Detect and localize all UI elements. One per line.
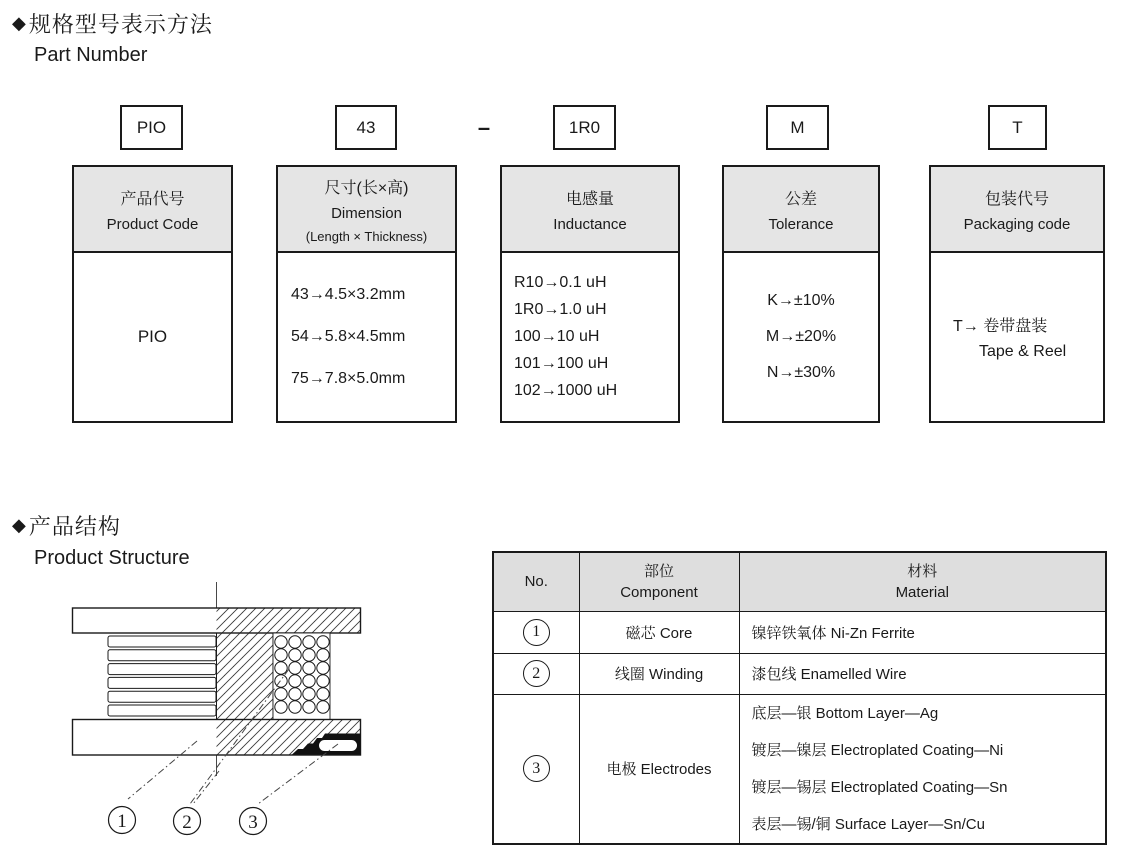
body-line: 43→4.5×3.2mm [291,286,406,303]
material-line: 底层—银 Bottom Layer—Ag [751,704,939,722]
row-material-cell: 漆包线 Enamelled Wire [739,653,1106,694]
winding-side-view [108,636,216,716]
header-zh: 包装代号 [984,190,1049,208]
column-tolerance [722,165,880,423]
structure-table [492,551,1107,845]
svg-text:2: 2 [182,812,192,833]
body-line: N→±30% [766,364,836,381]
body-line: 100→10 uH [514,328,600,345]
header-zh: 产品代号 [120,190,185,208]
column-product-code-header [72,165,233,253]
header-en: Product Code [106,215,199,233]
column-tolerance-body [722,253,880,423]
column-packaging-header [929,165,1105,253]
structure-title-zh-text: 产品结构 [28,514,121,539]
svg-text:1: 1 [117,811,127,832]
diagram-label-1 [109,807,136,834]
code-box-product: PIO [120,105,183,150]
body-line: K→±10% [767,292,835,309]
header-zh: 电感量 [565,190,614,208]
code-box-packaging: T [988,105,1047,150]
code-separator-dash: – [477,114,491,140]
body-line: Tape & Reel [979,343,1067,360]
diagram-label-2 [174,808,201,835]
header-no-label: No. [524,573,548,591]
column-dimension-body [276,253,457,423]
table-row [493,611,1106,653]
material-lines [752,695,1106,843]
body-line: 1R0→1.0 uH [514,301,607,318]
column-inductance-body [500,253,680,423]
material-line: 镀层—锡层 Electroplated Coating—Sn [751,778,1008,796]
header-en: Inductance [553,215,627,233]
svg-text:3: 3 [248,812,258,833]
body-line: 54→5.8×4.5mm [291,328,406,345]
column-product-code-body [72,253,233,423]
column-dimension [276,165,457,423]
column-tolerance-header [722,165,880,253]
table-row [493,653,1106,694]
column-inductance-header [500,165,680,253]
header-component-zh: 部位 [643,562,674,580]
body-line: 75→7.8×5.0mm [291,370,406,387]
column-product-code [72,165,233,423]
code-box-tolerance: M [766,105,829,150]
row-no-cell [493,611,579,653]
circled-number: 1 [523,619,550,646]
column-inductance [500,165,680,423]
core-column [217,633,274,720]
header-en: Dimension [331,204,402,222]
header-no [493,552,579,611]
header-component-en: Component [620,583,698,601]
header-material-en: Material [895,583,949,601]
row-component-cell: 线圈 Winding [579,653,739,694]
body-line: M→±20% [765,328,837,345]
body-line: R10→0.1 uH [514,274,607,291]
body-line: 102→1000 uH [514,382,618,399]
column-packaging-body [929,253,1105,423]
header-en: Packaging code [963,215,1071,233]
diagram-label-3 [240,808,267,835]
circled-number: 3 [523,755,550,782]
circled-number: 2 [523,660,550,687]
header-en2: (Length × Thickness) [305,228,428,244]
material-line: 镀层—镍层 Electroplated Coating—Ni [751,741,1004,759]
row-material-cell [739,694,1106,844]
row-no-cell [493,694,579,844]
part-number-title-zh-text: 规格型号表示方法 [28,12,213,37]
part-number-title-en: Part Number [34,44,148,66]
core-top-flange [73,608,361,633]
material-line: 表层—锡/铜 Surface Layer—Sn/Cu [751,815,985,833]
header-zh: 尺寸(长×高) [324,179,409,197]
row-no-cell [493,653,579,694]
header-en: Tolerance [768,215,834,233]
diamond-bullet-icon: ◆ [12,13,27,33]
part-number-title-zh [12,8,213,39]
column-dimension-header [276,165,457,253]
body-line: PIO [137,327,168,346]
diamond-bullet-icon: ◆ [12,515,27,535]
product-structure-diagram [55,578,400,850]
table-row [493,694,1106,844]
header-zh: 公差 [784,190,817,208]
row-component-cell: 磁芯 Core [579,611,739,653]
winding-wire-circles [273,633,330,720]
structure-title-zh [12,510,121,541]
structure-table-header-row [493,552,1106,611]
code-box-dimension: 43 [335,105,397,150]
row-component-cell: 电极 Electrodes [579,694,739,844]
structure-title-en: Product Structure [34,547,190,569]
header-component [579,552,739,611]
code-box-inductance: 1R0 [553,105,616,150]
row-material-cell: 镍锌铁氧体 Ni-Zn Ferrite [739,611,1106,653]
header-material-zh: 材料 [907,562,938,580]
column-packaging [929,165,1105,423]
body-line: T→ 卷带盘装 [953,318,1048,335]
body-line: 101→100 uH [514,355,609,372]
header-material [739,552,1106,611]
